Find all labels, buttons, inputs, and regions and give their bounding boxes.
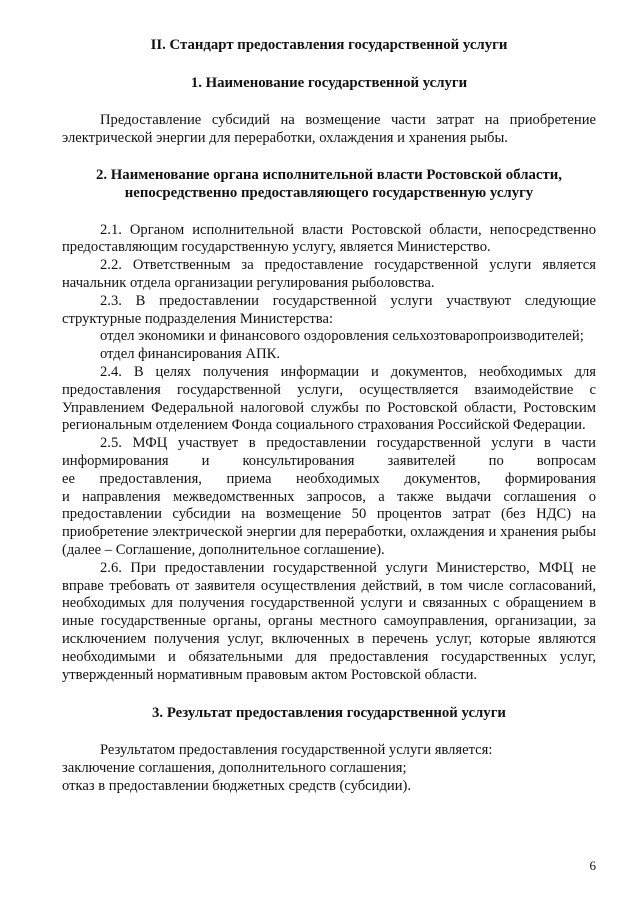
subsection-1-paragraph: Предоставление субсидий на возмещение части затрат на приобретение электрической энергии для переработки, охлаждения и хранения рыбы. <box>62 112 596 146</box>
paragraph-2-5-line-3: ее предоставления, приема необходимых документов, формирования <box>62 470 596 487</box>
subsection-1-title: 1. Наименование государственной услуги <box>190 75 468 91</box>
subsection-2-title-line-1: 2. Наименование органа исполнительной власти Ростовской области, <box>96 166 562 183</box>
paragraph-2-2: 2.2. Ответственным за предоставление государственной услуги является начальник отдела организации регулирования рыболовства. <box>62 257 596 291</box>
paragraph-3-1: Результатом предоставления государственной услуги является: <box>100 742 493 759</box>
paragraph-2-3-item-1: отдел экономики и финансового оздоровления сельхозтоваропроизводителей; <box>100 328 584 345</box>
page-number: 6 <box>589 858 596 873</box>
paragraph-2-6: 2.6. При предоставлении государственной услуги Министерство, МФЦ не вправе требовать от заявителя осуществления действий, в том числе согласований, необходимых для получения государственной услуги и связанных с обращением в иные государственные органы, органы местного самоуправления, организации, за исключением получения услуг, включенных в перечень услуг, которые являются необходимыми и обязательными для предоставления государственных услуг, утвержденный нормативным правовым актом Ростовской области. <box>62 559 596 683</box>
section-title: II. Стандарт предоставления государственной услуги <box>150 37 508 53</box>
paragraph-2-4: 2.4. В целях получения информации и документов, необходимых для предоставления государственной услуги, осуществляется взаимодействие с Управлением Федеральной налоговой службы по Ростовской области, Ростовским региональным отделением Фонда социального страхования Российской Федерации. <box>62 363 596 434</box>
paragraph-2-5-line-1: 2.5. МФЦ участвует в предоставлении государственной услуги в части <box>100 435 596 452</box>
subsection-3-title: 3. Результат предоставления государственной услуги <box>152 705 506 722</box>
paragraph-2-5-line-2: информирования и консультирования заявителей по вопросам <box>62 452 596 469</box>
paragraph-2-5-rest: и направления межведомственных запросов, а также выдачи соглашения о предоставлении субсидии на возмещение 50 процентов затрат (без НДС) на приобретение электрической энергии для переработки, охлаждения и хранения рыбы (далее – Соглашение, дополнительное соглашение). <box>62 488 596 558</box>
paragraph-2-3: 2.3. В предоставлении государственной услуги участвуют следующие структурные подразделения Министерства: <box>62 292 596 327</box>
paragraph-3-3: отказ в предоставлении бюджетных средств (субсидии). <box>62 777 412 794</box>
subsection-2-title-line-2: непосредственно предоставляющего государственную услугу <box>124 184 534 201</box>
paragraph-2-3-item-2: отдел финансирования АПК. <box>100 346 280 363</box>
paragraph-2-1: 2.1. Органом исполнительной власти Ростовской области, непосредственно предоставляющим государственную услугу, является Министерство. <box>62 221 596 256</box>
paragraph-3-2: заключение соглашения, дополнительного соглашения; <box>62 760 407 777</box>
